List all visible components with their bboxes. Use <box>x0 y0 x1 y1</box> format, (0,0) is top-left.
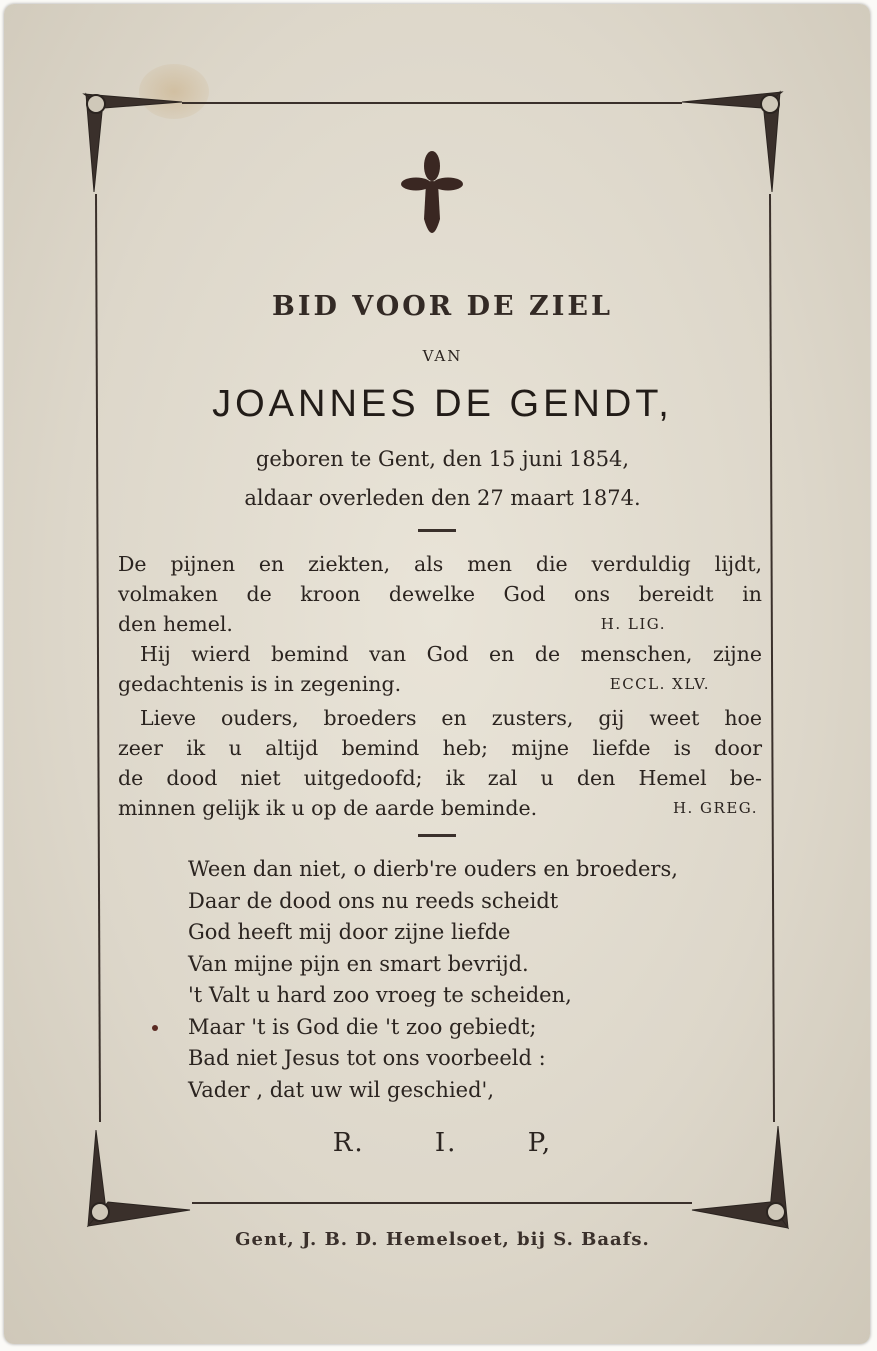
quote-line: gedachtenis is in zegening. <box>118 672 402 696</box>
rip-text: R. I. P, <box>332 1128 553 1158</box>
deceased-name: JOANNES DE GENDT, <box>212 383 673 425</box>
prayer-heading: BID VOOR DE ZIEL <box>272 291 613 322</box>
poem-line: Vader , dat uw wil geschied', <box>188 1077 494 1102</box>
quote-source: H. GREG. <box>672 799 758 817</box>
cross-icon <box>400 149 464 247</box>
frame-left-line <box>96 194 100 1122</box>
quote-line: Lieve ouders, broeders en zusters, gij weet hoe <box>140 706 762 730</box>
quote-line: zeer ik u altijd bemind heb; mijne liefde is door <box>118 736 762 760</box>
quote-source: ECCL. XLV. <box>609 675 710 693</box>
poem-line: 't Valt u hard zoo vroeg te scheiden, <box>188 983 572 1007</box>
corner-ornament-top-left <box>84 94 182 192</box>
quote-gregorius <box>118 703 762 823</box>
poem-line: Ween dan niet, o dierb're ouders en broeders, <box>188 857 678 881</box>
frame-right-line <box>770 194 774 1122</box>
divider-top <box>418 529 456 532</box>
quote-line: den hemel. <box>118 612 233 636</box>
poem-line: Daar de dood ons nu reeds scheidt <box>188 888 559 913</box>
quote-source: H. LIG. <box>600 615 666 633</box>
quote-ecclesiasticus <box>118 639 762 699</box>
poem-line: Maar 't is God die 't zoo gebiedt; <box>188 1014 537 1039</box>
birth-line: geboren te Gent, den 15 juni 1854, <box>255 447 630 471</box>
poem-line: Van mijne pijn en smart bevrijd. <box>188 951 529 976</box>
death-line: aldaar overleden den 27 maart 1874. <box>244 486 641 510</box>
poem-line: God heeft mij door zijne liefde <box>188 920 511 944</box>
quote-line: Hij wierd bemind van God en de menschen, zijne <box>140 642 762 666</box>
memorial-card <box>4 4 870 1344</box>
quote-line: de dood niet uitgedoofd; ik zal u den Hemel be- <box>118 766 762 790</box>
printer-imprint: Gent, J. B. D. Hemelsoet, bij S. Baafs. <box>235 1229 650 1250</box>
poem <box>188 854 678 1106</box>
corner-ornament-top-right <box>682 92 782 192</box>
divider-middle <box>418 834 456 837</box>
bullet-mark <box>152 1025 158 1031</box>
quote-ligorius <box>118 549 762 639</box>
quote-line: De pijnen en ziekten, als men die verduldig lijdt, <box>118 552 762 576</box>
quote-line: minnen gelijk ik u op de aarde beminde. <box>118 796 538 820</box>
van-label: VAN <box>422 347 463 365</box>
quote-line: volmaken de kroon dewelke God ons bereidt in <box>118 582 762 606</box>
poem-line: Bad niet Jesus tot ons voorbeeld : <box>188 1046 546 1070</box>
